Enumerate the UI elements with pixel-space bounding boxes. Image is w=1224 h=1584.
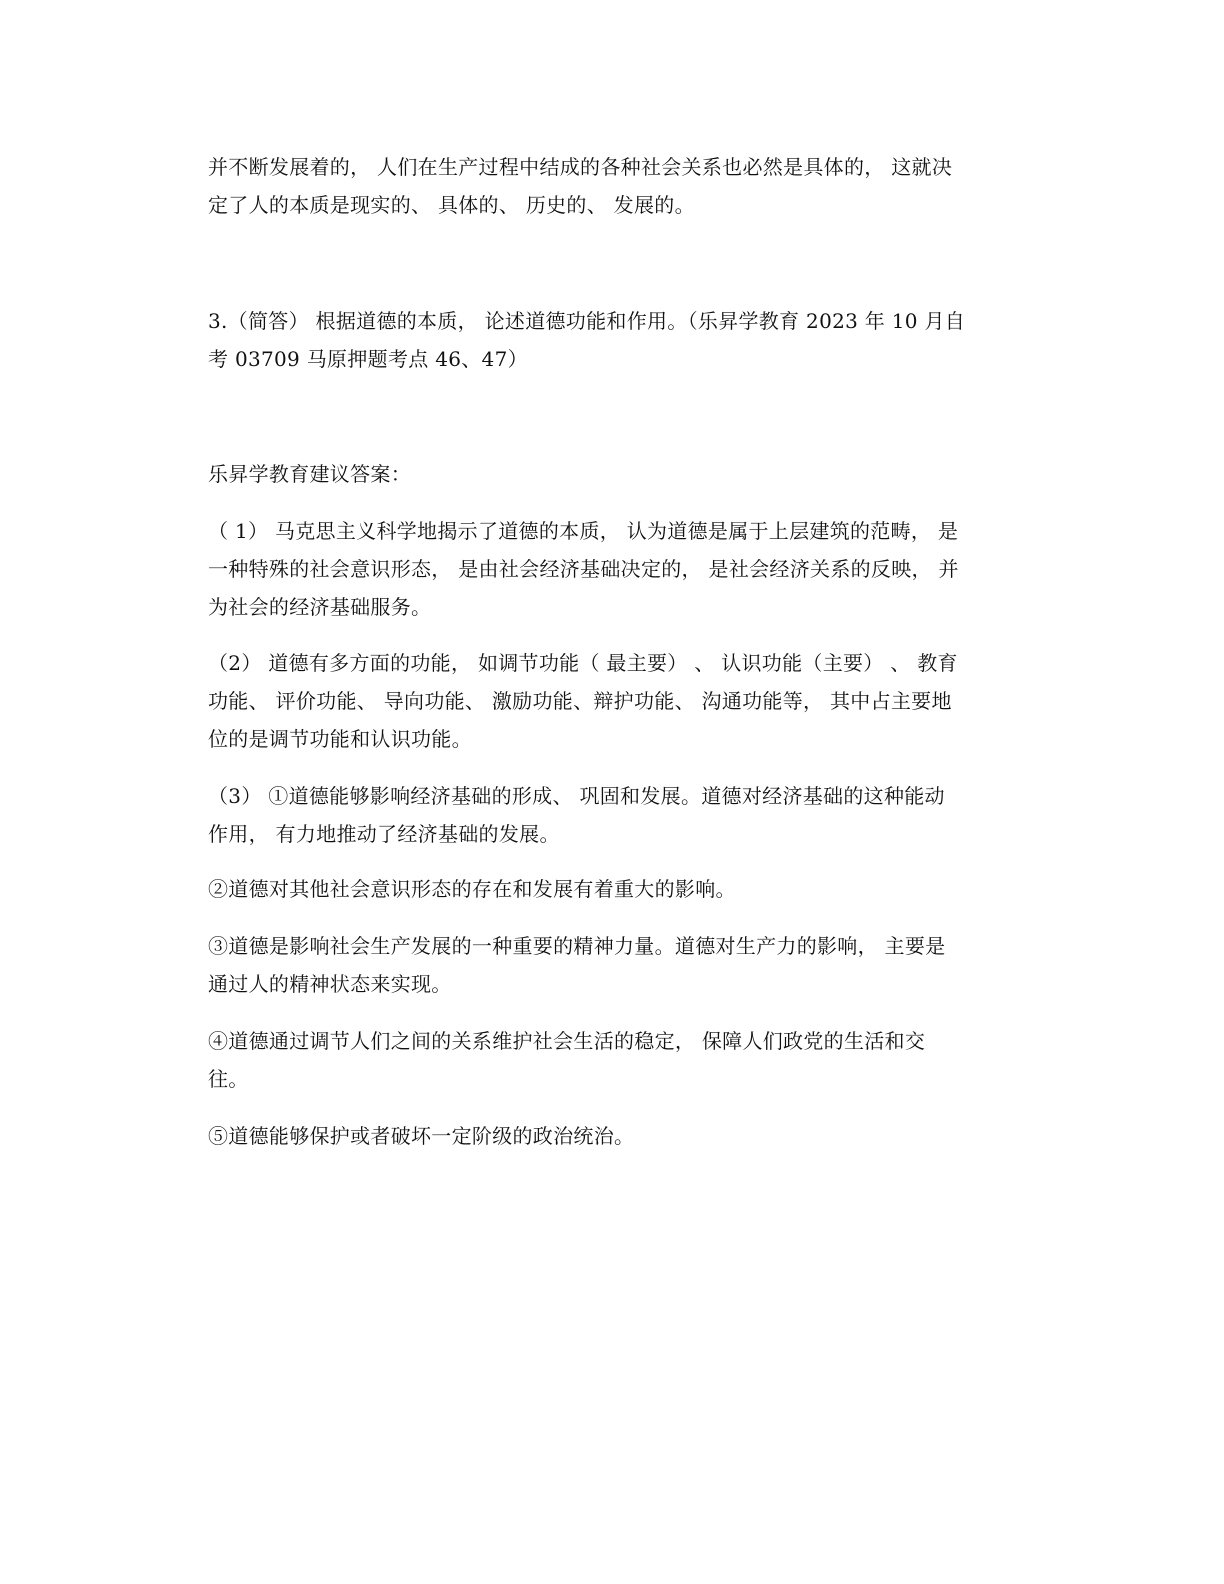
text-line: 3.（简答） 根据道德的本质， 论述道德功能和作用。（乐昇学教育 2023 年 10 月自 [208,309,966,333]
answer-paragraph-3 [208,777,1008,853]
answer-point-5 [208,1117,1008,1155]
answer-point-3 [208,927,1008,1003]
question-paragraph [208,302,1008,378]
text-line: 考 03709 马原押题考点 46、47） [208,347,528,371]
answer-point-2 [208,870,1008,908]
text-line: ③道德是影响社会生产发展的一种重要的精神力量。道德对生产力的影响， 主要是 [208,934,946,958]
text-line: 通过人的精神状态来实现。 [208,972,452,996]
heading-text: 乐昇学教育建议答案： [208,462,411,486]
text-line: （2） 道德有多方面的功能， 如调节功能（ 最主要） 、 认识功能（主要） 、 教育 [208,651,958,675]
text-line: ④道德通过调节人们之间的关系维护社会生活的稳定， 保障人们政党的生活和交 [208,1029,926,1053]
text-line: （3） ①道德能够影响经济基础的形成、 巩固和发展。道德对经济基础的这种能动 [208,784,945,808]
text-line: 往。 [208,1067,249,1091]
answer-point-4 [208,1022,1008,1098]
text-line: ⑤道德能够保护或者破坏一定阶级的政治统治。 [208,1124,635,1148]
text-line: 位的是调节功能和认识功能。 [208,727,472,751]
continuation-paragraph [208,148,1008,224]
answer-paragraph-2 [208,644,1008,758]
text-line: 为社会的经济基础服务。 [208,595,432,619]
answer-heading [208,455,1008,493]
text-line: 一种特殊的社会意识形态， 是由社会经济基础决定的， 是社会经济关系的反映， 并 [208,557,959,581]
text-line: 功能、 评价功能、 导向功能、 激励功能、辩护功能、 沟通功能等， 其中占主要地 [208,689,952,713]
text-line: （ 1） 马克思主义科学地揭示了道德的本质， 认为道德是属于上层建筑的范畴， 是 [208,519,959,543]
answer-paragraph-1 [208,512,1008,626]
text-line: 并不断发展着的， 人们在生产过程中结成的各种社会关系也必然是具体的， 这就决 [208,155,953,179]
text-line: ②道德对其他社会意识形态的存在和发展有着重大的影响。 [208,877,736,901]
text-line: 定了人的本质是现实的、 具体的、 历史的、 发展的。 [208,193,695,217]
text-line: 作用， 有力地推动了经济基础的发展。 [208,822,560,846]
